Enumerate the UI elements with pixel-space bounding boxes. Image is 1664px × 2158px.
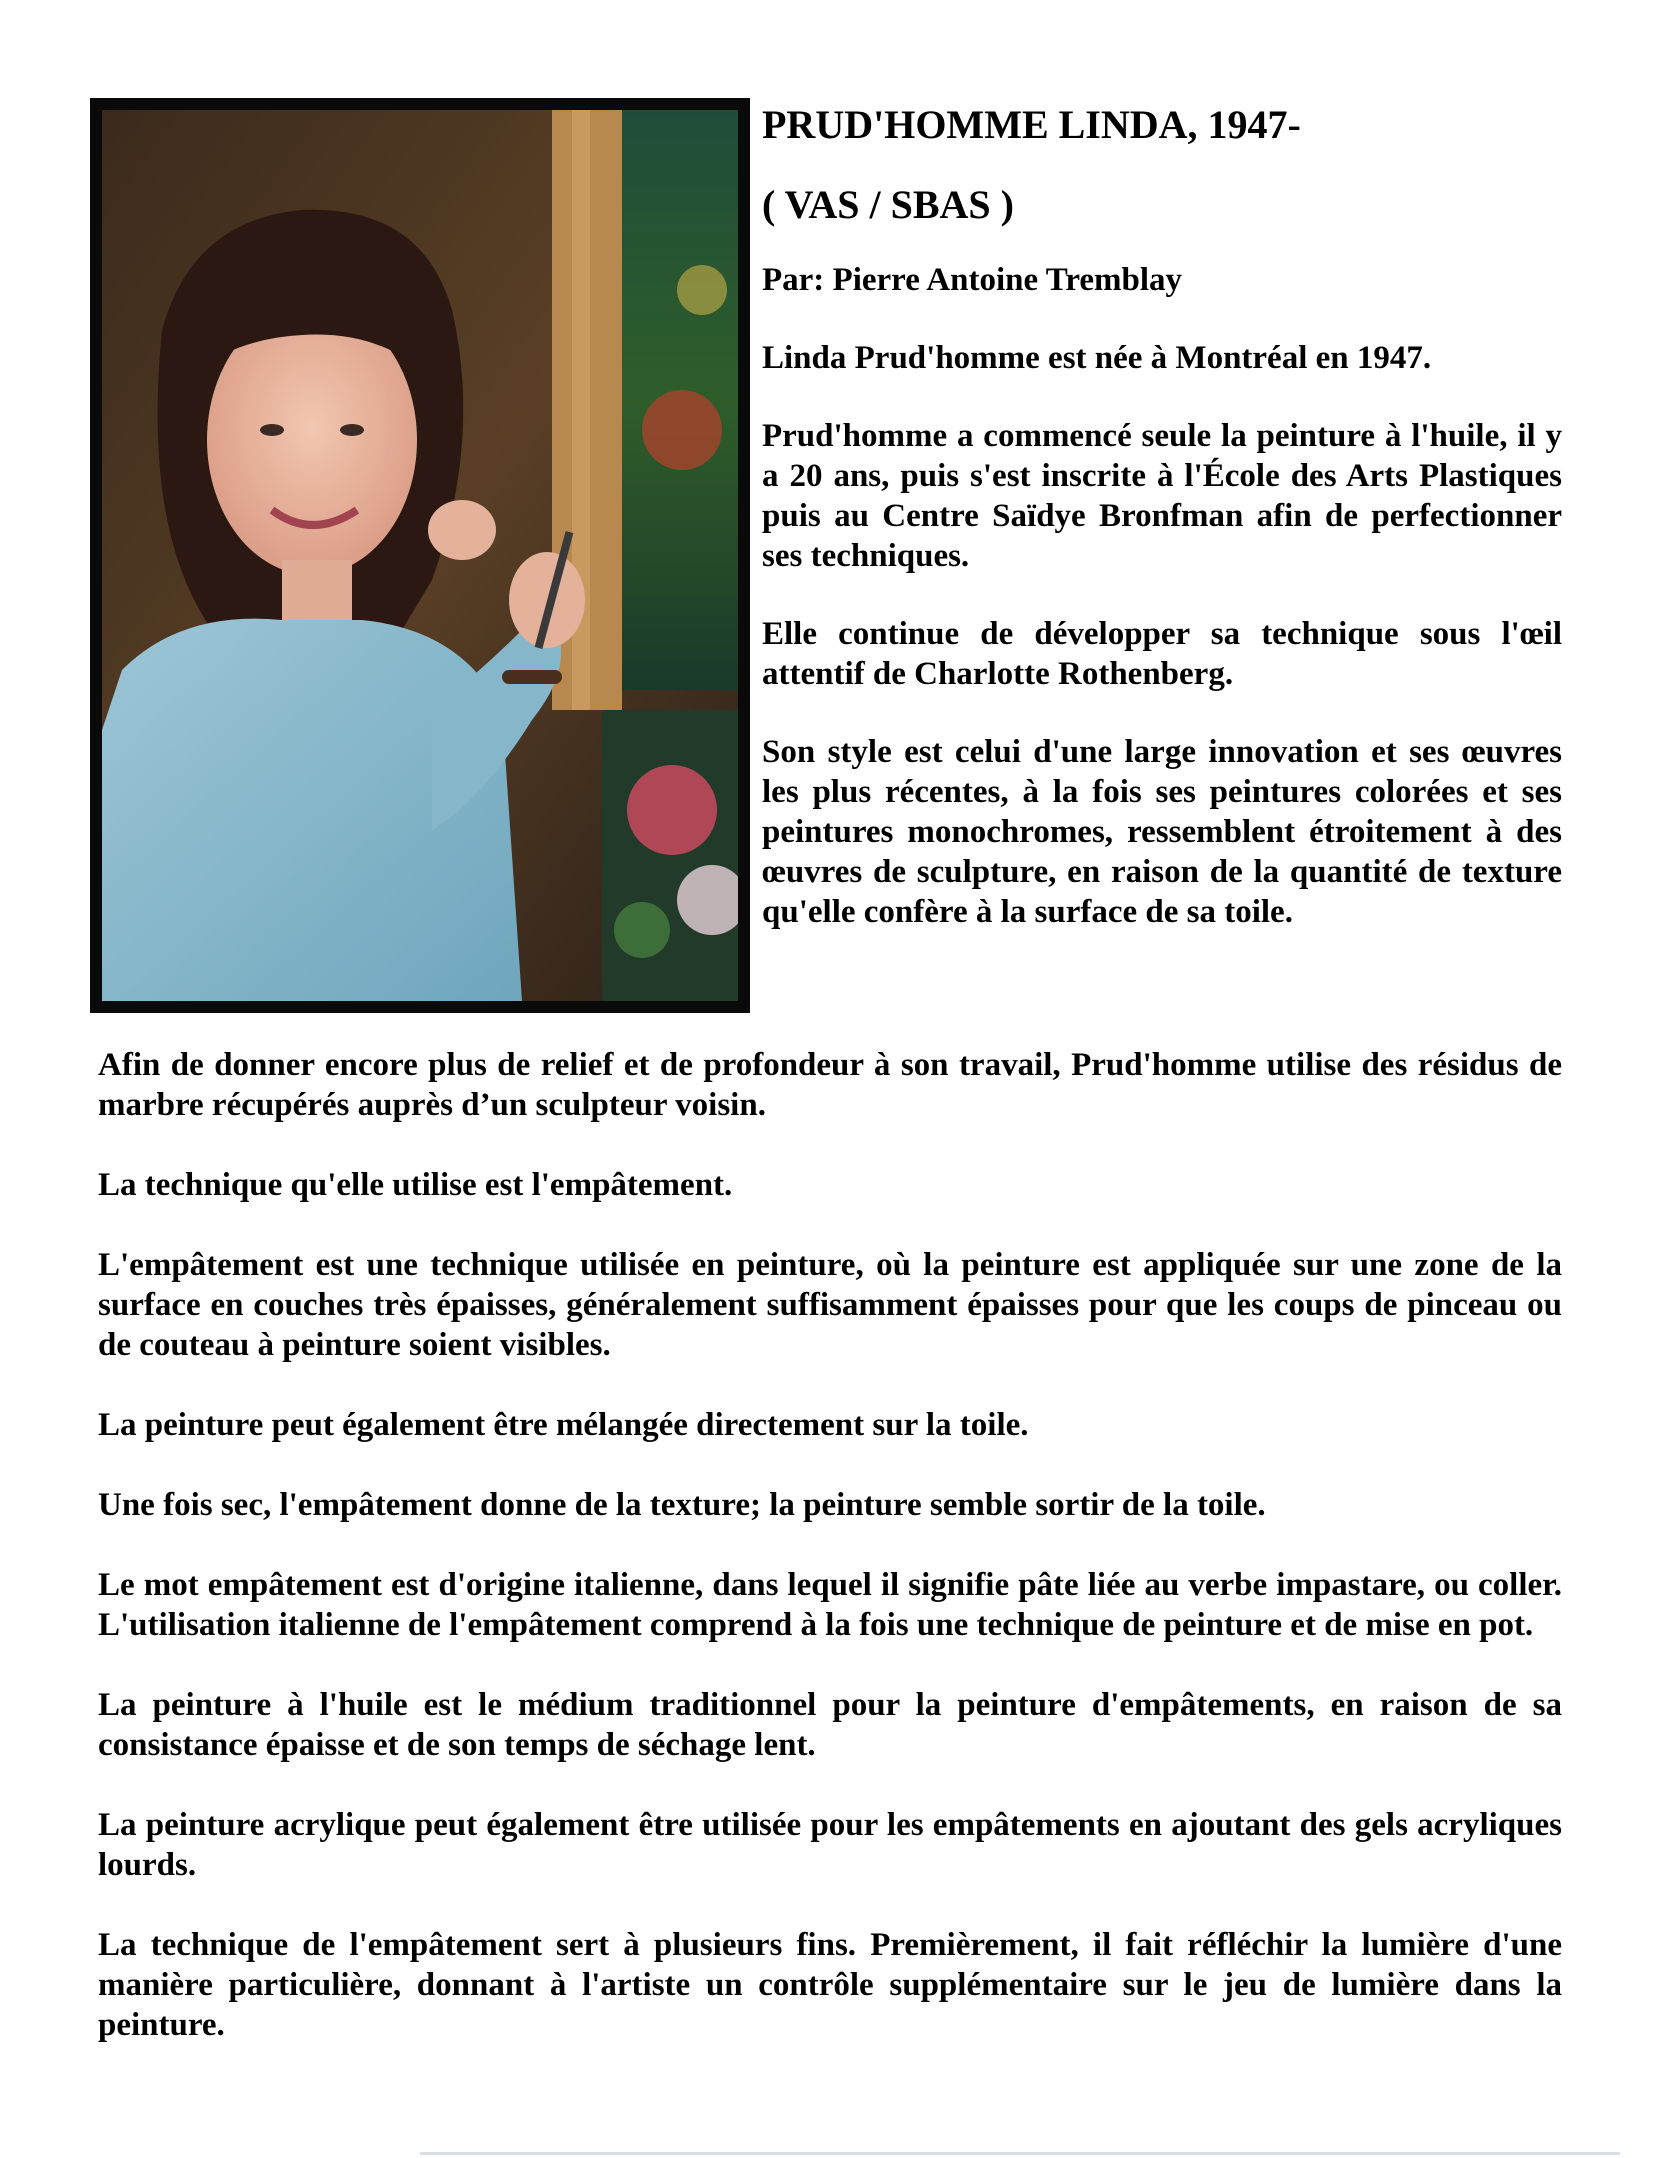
paragraph: Linda Prud'homme est née à Montréal en 1947. <box>762 340 1432 376</box>
paragraph: La technique qu'elle utilise est l'empâtement. <box>98 1167 733 1203</box>
header-column <box>762 100 1562 970</box>
paragraph: La peinture à l'huile est le médium traditionnel pour la peinture d'empâtements, en raison de sa consistance épaisse et de son temps de séchage lent. <box>98 1687 1562 1763</box>
paragraph: Son style est celui d'une large innovation et ses œuvres les plus récentes, à la fois ses peintures colorées et ses peintures monochromes, ressemblent étroitement à des œuvres de sculpture, en raison de la quantité de texture qu'elle confère à la surface de sa toile. <box>762 734 1562 930</box>
footer-divider <box>420 2152 1620 2155</box>
page-subtitle: ( VAS / SBAS ) <box>762 182 1014 227</box>
portrait-photo-icon <box>102 110 738 1001</box>
paragraph: La peinture peut également être mélangée directement sur la toile. <box>98 1407 1029 1443</box>
paragraph: La technique de l'empâtement sert à plusieurs fins. Premièrement, il fait réfléchir la lumière d'une manière particulière, donnant à l'artiste un contrôle supplémentaire sur le jeu de lumière dans la peinture. <box>98 1927 1562 2043</box>
paragraph: L'empâtement est une technique utilisée en peinture, où la peinture est appliquée sur une zone de la surface en couches très épaisses, généralement suffisamment épaisses pour que les coups de pinceau ou de couteau à peinture soient visibles. <box>98 1247 1562 1363</box>
paragraph: Afin de donner encore plus de relief et de profondeur à son travail, Prud'homme utilise des résidus de marbre récupérés auprès d’un sculpteur voisin. <box>98 1047 1562 1123</box>
paragraph: Une fois sec, l'empâtement donne de la texture; la peinture semble sortir de la toile. <box>98 1487 1266 1523</box>
author-line: Par: Pierre Antoine Tremblay <box>762 262 1183 298</box>
paragraph: Elle continue de développer sa technique sous l'œil attentif de Charlotte Rothenberg. <box>762 616 1562 692</box>
paragraph: Prud'homme a commencé seule la peinture à l'huile, il y a 20 ans, puis s'est inscrite à l'École des Arts Plastiques puis au Centre Saïdye Bronfman afin de perfectionner ses techniques. <box>762 418 1562 574</box>
artist-portrait-photo <box>90 98 750 1013</box>
page-title: PRUD'HOMME LINDA, 1947- <box>762 102 1301 147</box>
body-text <box>98 1045 1562 2085</box>
paragraph: Le mot empâtement est d'origine italienne, dans lequel il signifie pâte liée au verbe impastare, ou coller. L'utilisation italienne de l'empâtement comprend à la fois une technique de peinture et de mise en pot. <box>98 1567 1562 1643</box>
paragraph: La peinture acrylique peut également être utilisée pour les empâtements en ajoutant des gels acryliques lourds. <box>98 1807 1562 1883</box>
